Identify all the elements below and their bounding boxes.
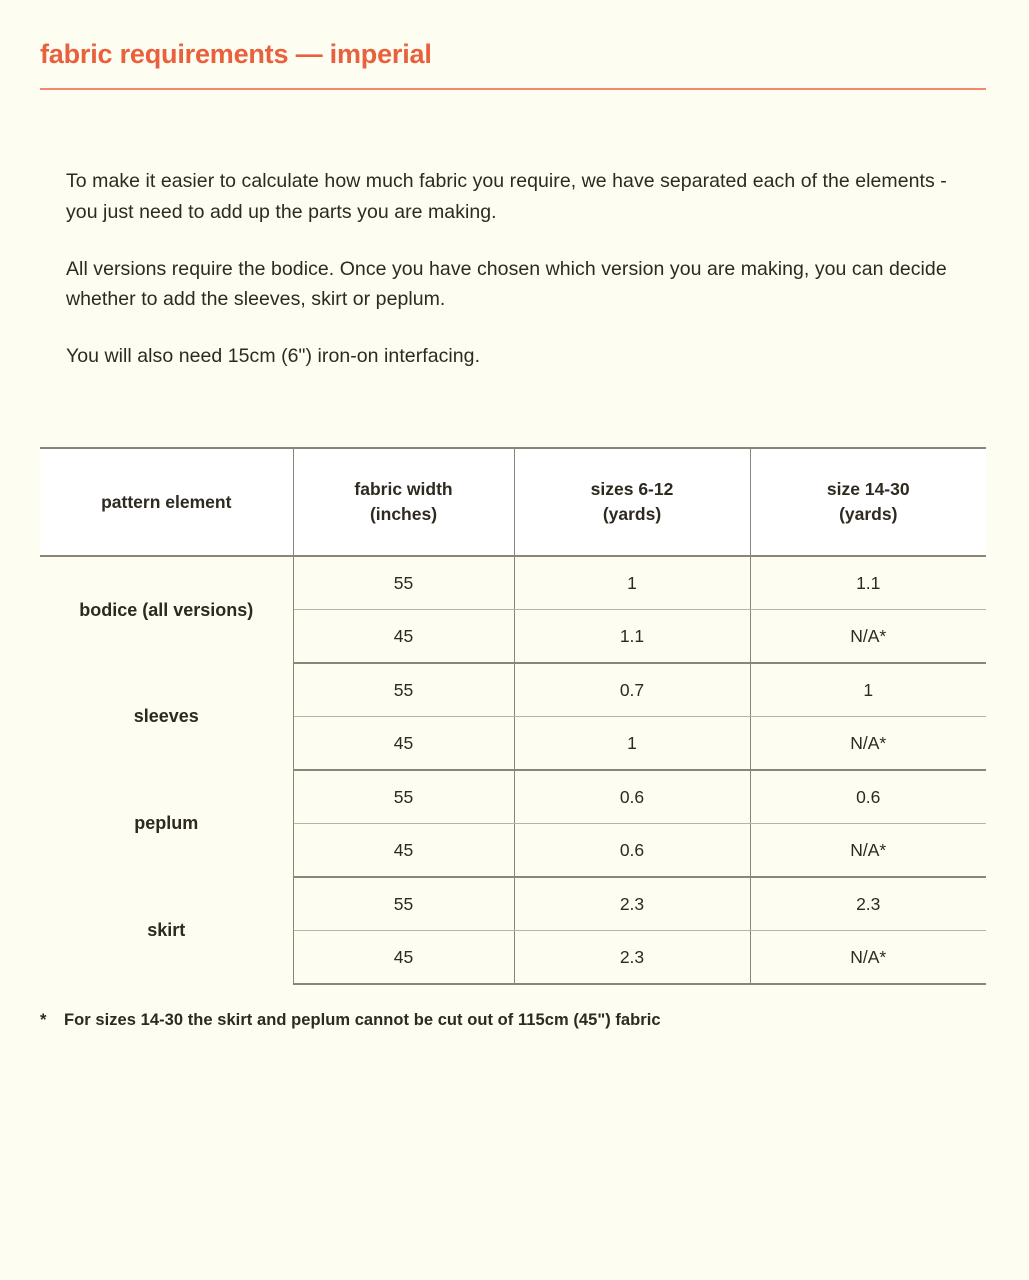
row-label-bodice-all-versions: bodice (all versions) — [40, 556, 293, 663]
column-header-size-14-30 — [750, 448, 986, 556]
cell-sizes-6-12: 1 — [514, 717, 750, 771]
cell-sizes-6-12: 1 — [514, 556, 750, 610]
cell-fabric-width: 45 — [293, 610, 514, 664]
cell-size-14-30: N/A* — [750, 610, 986, 664]
cell-size-14-30: 2.3 — [750, 877, 986, 931]
row-label-skirt: skirt — [40, 877, 293, 984]
intro-paragraph-2: All versions require the bodice. Once you have chosen which version you are making, you can decide whether to add the sleeves, skirt or peplum. — [66, 257, 947, 311]
column-header-sizes-6-12-line1: sizes 6-12 — [590, 479, 674, 500]
footnote-text: For sizes 14-30 the skirt and peplum cannot be cut out of 115cm (45") fabric — [64, 1011, 661, 1029]
page-title: fabric requirements — imperial — [40, 39, 432, 69]
cell-fabric-width: 45 — [293, 824, 514, 878]
row-label-sleeves: sleeves — [40, 663, 293, 770]
cell-size-14-30: 1.1 — [750, 556, 986, 610]
footnote-marker: * — [40, 1011, 47, 1029]
cell-sizes-6-12: 2.3 — [514, 877, 750, 931]
intro-paragraph-3: You will also need 15cm (6") iron-on interfacing. — [66, 345, 481, 368]
cell-size-14-30: N/A* — [750, 931, 986, 985]
table-header-row — [40, 448, 986, 556]
table-row — [40, 663, 986, 717]
cell-size-14-30: N/A* — [750, 824, 986, 878]
cell-size-14-30: N/A* — [750, 717, 986, 771]
table-row — [40, 556, 986, 610]
cell-sizes-6-12: 0.6 — [514, 770, 750, 824]
column-header-fabric-width-line2: (inches) — [369, 504, 438, 524]
cell-size-14-30: 0.6 — [750, 770, 986, 824]
cell-fabric-width: 55 — [293, 770, 514, 824]
cell-fabric-width: 55 — [293, 663, 514, 717]
cell-sizes-6-12: 2.3 — [514, 931, 750, 985]
column-header-fabric-width-line1: fabric width — [354, 479, 453, 500]
cell-fabric-width: 55 — [293, 556, 514, 610]
column-header-sizes-6-12-line2: (yards) — [602, 504, 662, 524]
column-header-pattern-element-label: pattern element — [101, 491, 232, 512]
fabric-requirements-table-wrap — [40, 447, 986, 985]
column-header-size-14-30-line2: (yards) — [839, 504, 898, 524]
table-row — [40, 877, 986, 931]
cell-sizes-6-12: 0.7 — [514, 663, 750, 717]
cell-sizes-6-12: 0.6 — [514, 824, 750, 878]
cell-size-14-30: 1 — [750, 663, 986, 717]
cell-fabric-width: 45 — [293, 931, 514, 985]
intro-text-block — [66, 166, 956, 372]
column-header-size-14-30-line1: size 14-30 — [826, 479, 910, 500]
column-header-fabric-width — [293, 448, 514, 556]
column-header-sizes-6-12 — [514, 448, 750, 556]
intro-paragraph-1: To make it easier to calculate how much fabric you require, we have separated each of the elements - you just need to add up the parts you are making. — [66, 170, 947, 223]
title-divider — [40, 88, 986, 90]
table-header — [40, 448, 986, 556]
table-row — [40, 770, 986, 824]
title-block — [40, 38, 986, 90]
row-label-peplum: peplum — [40, 770, 293, 877]
cell-fabric-width: 55 — [293, 877, 514, 931]
column-header-pattern-element — [40, 448, 293, 556]
cell-sizes-6-12: 1.1 — [514, 610, 750, 664]
footnote — [40, 1011, 986, 1030]
table-body — [40, 556, 986, 984]
cell-fabric-width: 45 — [293, 717, 514, 771]
fabric-requirements-table — [40, 447, 986, 985]
